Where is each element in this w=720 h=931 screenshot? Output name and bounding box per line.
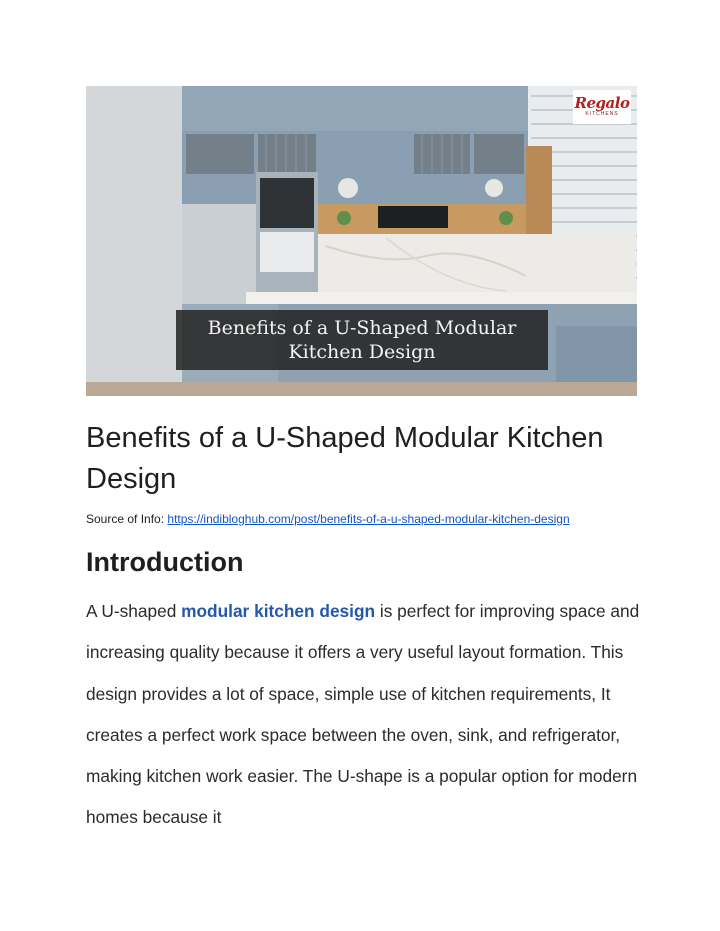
logo-subtext: KITCHENS bbox=[585, 111, 619, 117]
intro-paragraph bbox=[86, 591, 646, 839]
intro-heading: Introduction bbox=[86, 547, 244, 577]
source-link[interactable]: https://indibloghub.com/post/benefits-of-a-u-shaped-modular-kitchen-design bbox=[167, 512, 570, 526]
hero-caption-line-2: Kitchen Design bbox=[288, 341, 436, 363]
brand-logo bbox=[573, 90, 631, 124]
article-title: Benefits of a U-Shaped Modular Kitchen Design bbox=[86, 422, 604, 495]
paragraph-text-rest: is perfect for improving space and increasing quality because it offers a very useful layout formation. This design provides a lot of space, simple use of kitchen requirements, It creates a perfect work space between the oven, sink, and refrigerator, making kitchen work easier. The U-shape is a popular option for modern homes because it bbox=[86, 601, 640, 828]
source-label: Source of Info: bbox=[86, 512, 165, 526]
source-line bbox=[86, 511, 646, 527]
modular-kitchen-design-link[interactable]: modular kitchen design bbox=[181, 601, 376, 621]
hero-caption bbox=[176, 310, 548, 370]
hero-caption-line-1: Benefits of a U-Shaped Modular bbox=[207, 317, 517, 339]
paragraph-text-start: A U-shaped bbox=[86, 601, 182, 621]
hero-image bbox=[86, 86, 637, 396]
logo-wordmark: Regalo bbox=[574, 94, 630, 112]
